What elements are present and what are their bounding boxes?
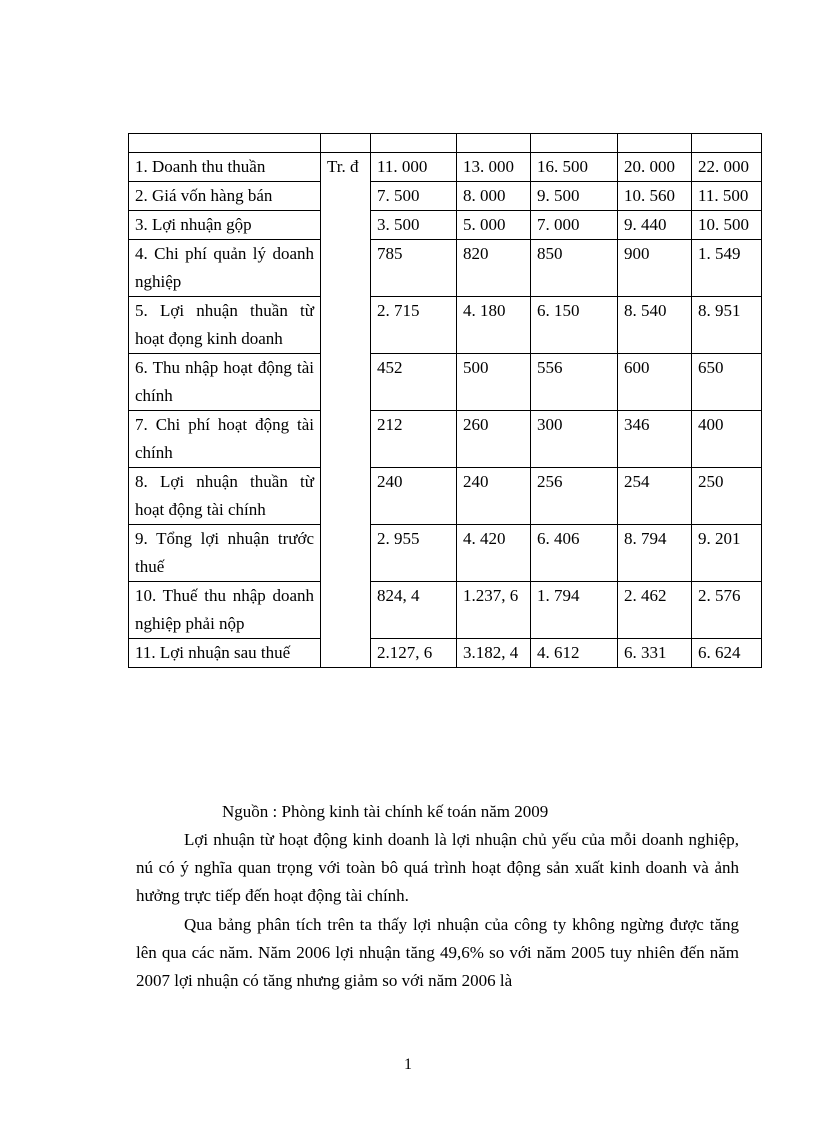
value-cell: 4. 612 <box>531 639 618 668</box>
value-cell: 785 <box>371 240 457 297</box>
table-row <box>129 240 762 297</box>
value-cell: 20. 000 <box>618 153 692 182</box>
value-cell: 6. 331 <box>618 639 692 668</box>
row-label: 7. Chi phí hoạt động tài chính <box>129 411 321 468</box>
value-cell: 16. 500 <box>531 153 618 182</box>
value-cell: 2. 715 <box>371 297 457 354</box>
value-cell: 7. 000 <box>531 211 618 240</box>
table-row <box>129 153 762 182</box>
value-cell: 9. 440 <box>618 211 692 240</box>
row-label: 6. Thu nhập hoạt động tài chính <box>129 354 321 411</box>
table-header-row <box>129 134 762 153</box>
value-cell: 250 <box>692 468 762 525</box>
row-label: 3. Lợi nhuận gộp <box>129 211 321 240</box>
table-row <box>129 297 762 354</box>
value-cell: 260 <box>457 411 531 468</box>
value-cell: 400 <box>692 411 762 468</box>
value-cell: 8. 794 <box>618 525 692 582</box>
table-source-caption: Nguồn : Phòng kinh tài chính kế toán năm 2009 <box>222 802 549 821</box>
table-row <box>129 582 762 639</box>
header-cell <box>321 134 371 153</box>
value-cell: 900 <box>618 240 692 297</box>
value-cell: 820 <box>457 240 531 297</box>
value-cell: 346 <box>618 411 692 468</box>
value-cell: 254 <box>618 468 692 525</box>
value-cell: 9. 201 <box>692 525 762 582</box>
table-row <box>129 468 762 525</box>
value-cell: 11. 000 <box>371 153 457 182</box>
table-row <box>129 354 762 411</box>
value-cell: 5. 000 <box>457 211 531 240</box>
value-cell: 13. 000 <box>457 153 531 182</box>
value-cell: 240 <box>457 468 531 525</box>
value-cell: 6. 150 <box>531 297 618 354</box>
value-cell: 2. 576 <box>692 582 762 639</box>
header-cell <box>618 134 692 153</box>
header-cell <box>457 134 531 153</box>
table-row <box>129 182 762 211</box>
value-cell: 6. 406 <box>531 525 618 582</box>
row-label: 9. Tổng lợi nhuận trước thuế <box>129 525 321 582</box>
value-cell: 452 <box>371 354 457 411</box>
value-cell: 2. 955 <box>371 525 457 582</box>
value-cell: 3.182, 4 <box>457 639 531 668</box>
value-cell: 212 <box>371 411 457 468</box>
value-cell: 3. 500 <box>371 211 457 240</box>
value-cell: 4. 180 <box>457 297 531 354</box>
profit-table <box>128 133 762 668</box>
value-cell: 6. 624 <box>692 639 762 668</box>
value-cell: 2.127, 6 <box>371 639 457 668</box>
unit-cell: Tr. đ <box>321 153 371 668</box>
value-cell: 11. 500 <box>692 182 762 211</box>
row-label: 4. Chi phí quản lý doanh nghiệp <box>129 240 321 297</box>
value-cell: 22. 000 <box>692 153 762 182</box>
row-label: 10. Thuế thu nhập doanh nghiệp phải nộp <box>129 582 321 639</box>
row-label: 11. Lợi nhuận sau thuế <box>129 639 321 668</box>
value-cell: 8. 951 <box>692 297 762 354</box>
table-row <box>129 639 762 668</box>
value-cell: 7. 500 <box>371 182 457 211</box>
table-row <box>129 211 762 240</box>
value-cell: 300 <box>531 411 618 468</box>
row-label: 2. Giá vốn hàng bán <box>129 182 321 211</box>
value-cell: 10. 500 <box>692 211 762 240</box>
value-cell: 650 <box>692 354 762 411</box>
value-cell: 256 <box>531 468 618 525</box>
page-number: 1 <box>404 1056 412 1073</box>
value-cell: 8. 000 <box>457 182 531 211</box>
row-label: 5. Lợi nhuận thuần từ hoạt đọng kinh doanh <box>129 297 321 354</box>
value-cell: 10. 560 <box>618 182 692 211</box>
row-label: 1. Doanh thu thuần <box>129 153 321 182</box>
value-cell: 1. 549 <box>692 240 762 297</box>
table-row <box>129 411 762 468</box>
table-row <box>129 525 762 582</box>
value-cell: 2. 462 <box>618 582 692 639</box>
value-cell: 8. 540 <box>618 297 692 354</box>
paragraph-2: Qua bảng phân tích trên ta thấy lợi nhuận của công ty không ngừng được tăng lên qua các năm. Năm 2006 lợi nhuận tăng 49,6% so với năm 2005 tuy nhiên đến năm 2007 lợi nhuận có tăng nhưng giảm so với năm 2006 là <box>136 915 739 990</box>
header-cell <box>371 134 457 153</box>
value-cell: 600 <box>618 354 692 411</box>
header-cell <box>692 134 762 153</box>
value-cell: 4. 420 <box>457 525 531 582</box>
value-cell: 556 <box>531 354 618 411</box>
value-cell: 1. 794 <box>531 582 618 639</box>
value-cell: 850 <box>531 240 618 297</box>
value-cell: 500 <box>457 354 531 411</box>
header-cell <box>531 134 618 153</box>
row-label: 8. Lợi nhuận thuần từ hoạt động tài chính <box>129 468 321 525</box>
header-cell <box>129 134 321 153</box>
value-cell: 1.237, 6 <box>457 582 531 639</box>
value-cell: 824, 4 <box>371 582 457 639</box>
value-cell: 9. 500 <box>531 182 618 211</box>
value-cell: 240 <box>371 468 457 525</box>
paragraph-1: Lợi nhuận từ hoạt động kinh doanh là lợi nhuận chủ yếu của mỗi doanh nghiệp, nú có ý nghĩa quan trọng với toàn bô quá trình hoạt động sản xuất kinh doanh và ảnh hưởng trực tiếp đến hoạt động tài chính. <box>136 830 739 905</box>
